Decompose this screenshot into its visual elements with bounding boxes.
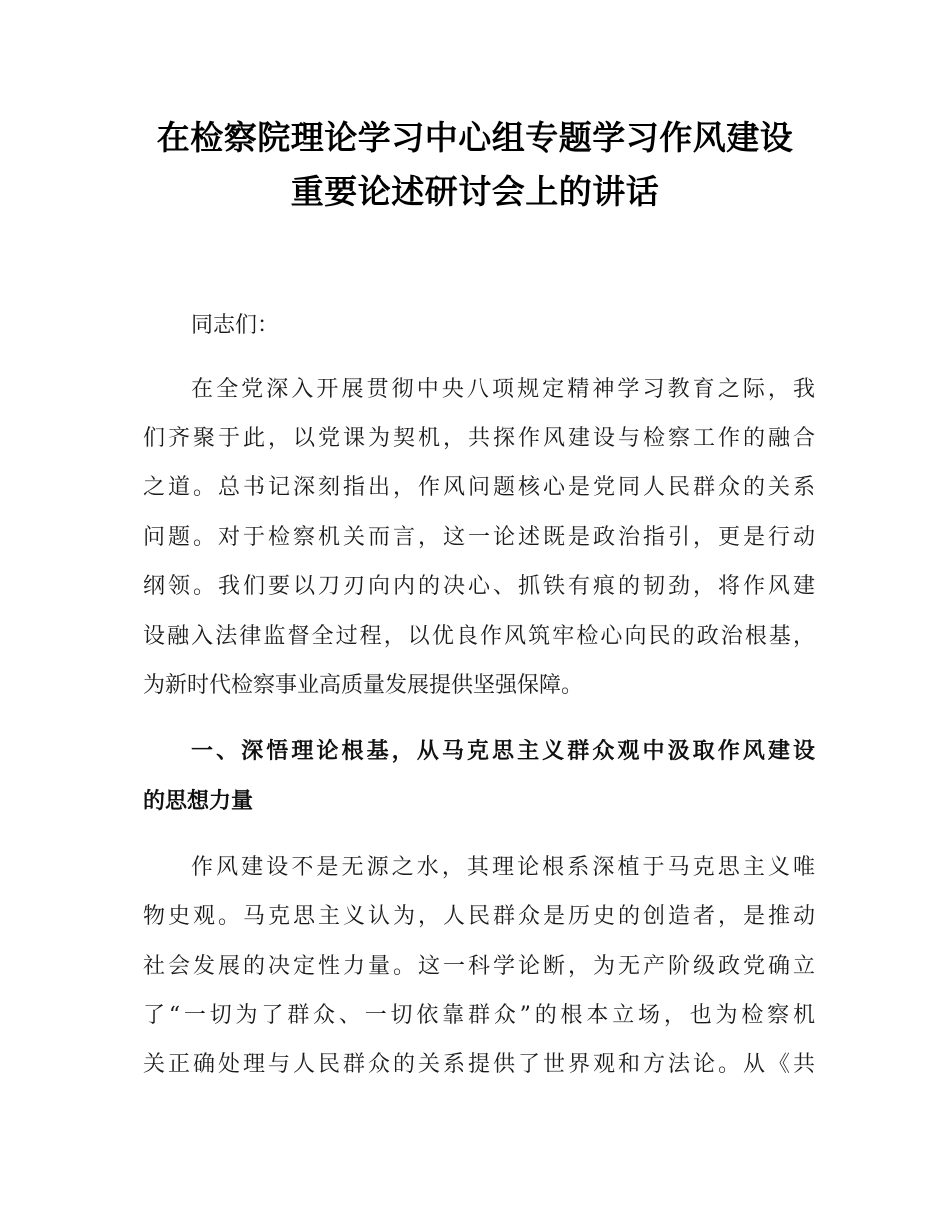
paragraph-1-line: 问题。对于检察机关而言，这一论述既是政治指引，更是行动 (143, 525, 815, 550)
paragraph-1-line: 们齐聚于此，以党课为契机，共探作风建设与检察工作的融合 (143, 426, 815, 451)
title-line-1: 在检察院理论学习中心组专题学习作风建设 (156, 118, 794, 157)
paragraph-2-line: 物史观。马克思主义认为，人民群众是历史的创造者，是推动 (143, 904, 815, 929)
paragraph-1-line: 纲领。我们要以刀刃向内的决心、抓铁有痕的韧劲，将作风建 (143, 574, 815, 599)
section-heading-line: 的思想力量 (143, 789, 254, 814)
paragraph-2-line: 了“一切为了群众、一切依靠群众”的根本立场，也为检察机 (143, 1003, 815, 1028)
paragraph-1-line: 设融入法律监督全过程，以优良作风筑牢检心向民的政治根基， (143, 624, 815, 649)
paragraph-1-line: 之道。总书记深刻指出，作风问题核心是党同人民群众的关系 (143, 475, 815, 500)
section-heading-line: 一、深悟理论根基，从马克思主义群众观中汲取作风建设 (191, 739, 815, 764)
paragraph-1-line: 为新时代检察事业高质量发展提供坚强保障。 (143, 673, 584, 698)
paragraph-2-line: 社会发展的决定性力量。这一科学论断，为无产阶级政党确立 (143, 954, 815, 979)
paragraph-2-line: 作风建设不是无源之水，其理论根系深植于马克思主义唯 (191, 855, 815, 880)
paragraph-1-line: 在全党深入开展贯彻中央八项规定精神学习教育之际，我 (191, 377, 815, 402)
title-line-2: 重要论述研讨会上的讲话 (290, 172, 660, 211)
salutation: 同志们： (191, 313, 280, 338)
paragraph-2-line: 关正确处理与人民群众的关系提供了世界观和方法论。从《共 (143, 1052, 815, 1077)
